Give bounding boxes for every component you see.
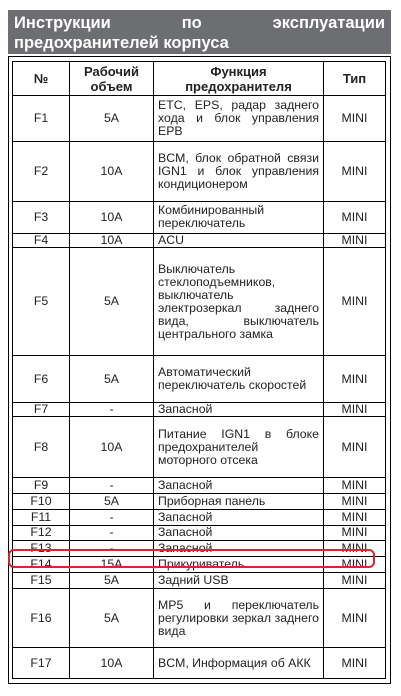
fuse-function: Выключатель стеклоподъемников, выключатель электрозеркал заднего вида, выключатель центрального замка: [154, 248, 324, 356]
fuse-function: Комбинированный переключатель: [154, 202, 324, 234]
table-row: [13, 494, 386, 510]
header-number: №: [13, 62, 70, 96]
fuse-rating: -: [70, 509, 154, 525]
table-row: [13, 525, 386, 541]
fuse-function: Приборная панель: [154, 494, 324, 510]
fuse-rating: -: [70, 541, 154, 557]
fuse-rating: -: [70, 478, 154, 494]
fuse-type: MINI: [324, 248, 386, 356]
table-row: [13, 402, 386, 417]
fuse-function: BCM, блок обратной связи IGN1 и блок управления кондиционером: [154, 142, 324, 202]
fuse-type: MINI: [324, 494, 386, 510]
fuse-rating: 5A: [70, 248, 154, 356]
fuse-rating: -: [70, 402, 154, 417]
title-word-1: Инструкции: [14, 14, 111, 32]
table-row: [13, 478, 386, 494]
table-row: [13, 417, 386, 478]
fuse-type: MINI: [324, 648, 386, 679]
table-row: [13, 96, 386, 142]
fuse-type: MINI: [324, 509, 386, 525]
fuse-type: MINI: [324, 233, 386, 248]
fuse-rating: 5A: [70, 96, 154, 142]
fuse-rating: 10A: [70, 417, 154, 478]
fuse-number: F2: [13, 142, 70, 202]
fuse-type: MINI: [324, 96, 386, 142]
fuse-function: Запасной: [154, 478, 324, 494]
fuse-function: Питание IGN1 в блоке предохранителей моторного отсека: [154, 417, 324, 478]
fuse-number: F9: [13, 478, 70, 494]
header-function: Функция предохранителя: [154, 62, 324, 96]
fuse-rating: 5A: [70, 572, 154, 588]
fuse-number: F6: [13, 356, 70, 402]
fuse-number: F3: [13, 202, 70, 234]
fuse-rating: 5A: [70, 494, 154, 510]
fuse-type: MINI: [324, 588, 386, 648]
fuse-type: MINI: [324, 572, 386, 588]
fuse-type: MINI: [324, 142, 386, 202]
table-body: [13, 96, 386, 679]
fuse-function: Запасной: [154, 525, 324, 541]
fuse-rating: 10A: [70, 648, 154, 679]
header-rating: Рабочий объем: [70, 62, 154, 96]
fuse-type: MINI: [324, 202, 386, 234]
fuse-function: BCM, Информация об АКК: [154, 648, 324, 679]
page-title: [8, 10, 391, 54]
fuse-function: Запасной: [154, 402, 324, 417]
fuse-rating: 10A: [70, 142, 154, 202]
title-word-2: по: [181, 14, 202, 32]
fuse-function: Запасной: [154, 509, 324, 525]
fuse-rating: -: [70, 525, 154, 541]
table-row: [13, 572, 386, 588]
fuse-number: F8: [13, 417, 70, 478]
fuse-function: Задний USB: [154, 572, 324, 588]
fuse-number: F4: [13, 233, 70, 248]
fuse-type: MINI: [324, 356, 386, 402]
fuse-number: F14: [13, 557, 70, 573]
fuse-number: F11: [13, 509, 70, 525]
fuse-type: MINI: [324, 557, 386, 573]
fuse-type: MINI: [324, 417, 386, 478]
fuse-type: MINI: [324, 402, 386, 417]
fuse-type: MINI: [324, 541, 386, 557]
fuse-number: F7: [13, 402, 70, 417]
fuse-function: MP5 и переключатель регулировки зеркал заднего вида: [154, 588, 324, 648]
table-row: [13, 202, 386, 234]
header-type: Тип: [324, 62, 386, 96]
fuse-number: F10: [13, 494, 70, 510]
table-row: [13, 588, 386, 648]
fuse-function: ETC, EPS, радар заднего хода и блок управления EPB: [154, 96, 324, 142]
fuse-number: F1: [13, 96, 70, 142]
table-row: [13, 233, 386, 248]
fuse-function: Запасной: [154, 541, 324, 557]
table-header-row: [13, 62, 386, 96]
fuse-rating: 15A: [70, 557, 154, 573]
table-row: [13, 509, 386, 525]
fuse-function: Автоматический переключатель скоростей: [154, 356, 324, 402]
fuse-rating: 5A: [70, 588, 154, 648]
fuse-function: Прикуриватель: [154, 557, 324, 573]
fuse-function: ACU: [154, 233, 324, 248]
title-word-3: эксплуатации: [272, 14, 385, 32]
fuse-rating: 10A: [70, 233, 154, 248]
fuse-number: F17: [13, 648, 70, 679]
fuse-rating: 10A: [70, 202, 154, 234]
fuse-table: [12, 61, 386, 679]
fuse-number: F15: [13, 572, 70, 588]
table-row: [13, 648, 386, 679]
table-row: [13, 557, 386, 573]
table-row: [13, 142, 386, 202]
fuse-type: MINI: [324, 478, 386, 494]
title-line-1: [14, 13, 385, 33]
fuse-number: F16: [13, 588, 70, 648]
fuse-rating: 5A: [70, 356, 154, 402]
title-line-2: предохранителей корпуса: [14, 34, 229, 52]
fuse-number: F12: [13, 525, 70, 541]
fuse-number: F5: [13, 248, 70, 356]
table-row: [13, 356, 386, 402]
table-row: [13, 541, 386, 557]
fuse-type: MINI: [324, 525, 386, 541]
table-row: [13, 248, 386, 356]
fuse-number: F13: [13, 541, 70, 557]
